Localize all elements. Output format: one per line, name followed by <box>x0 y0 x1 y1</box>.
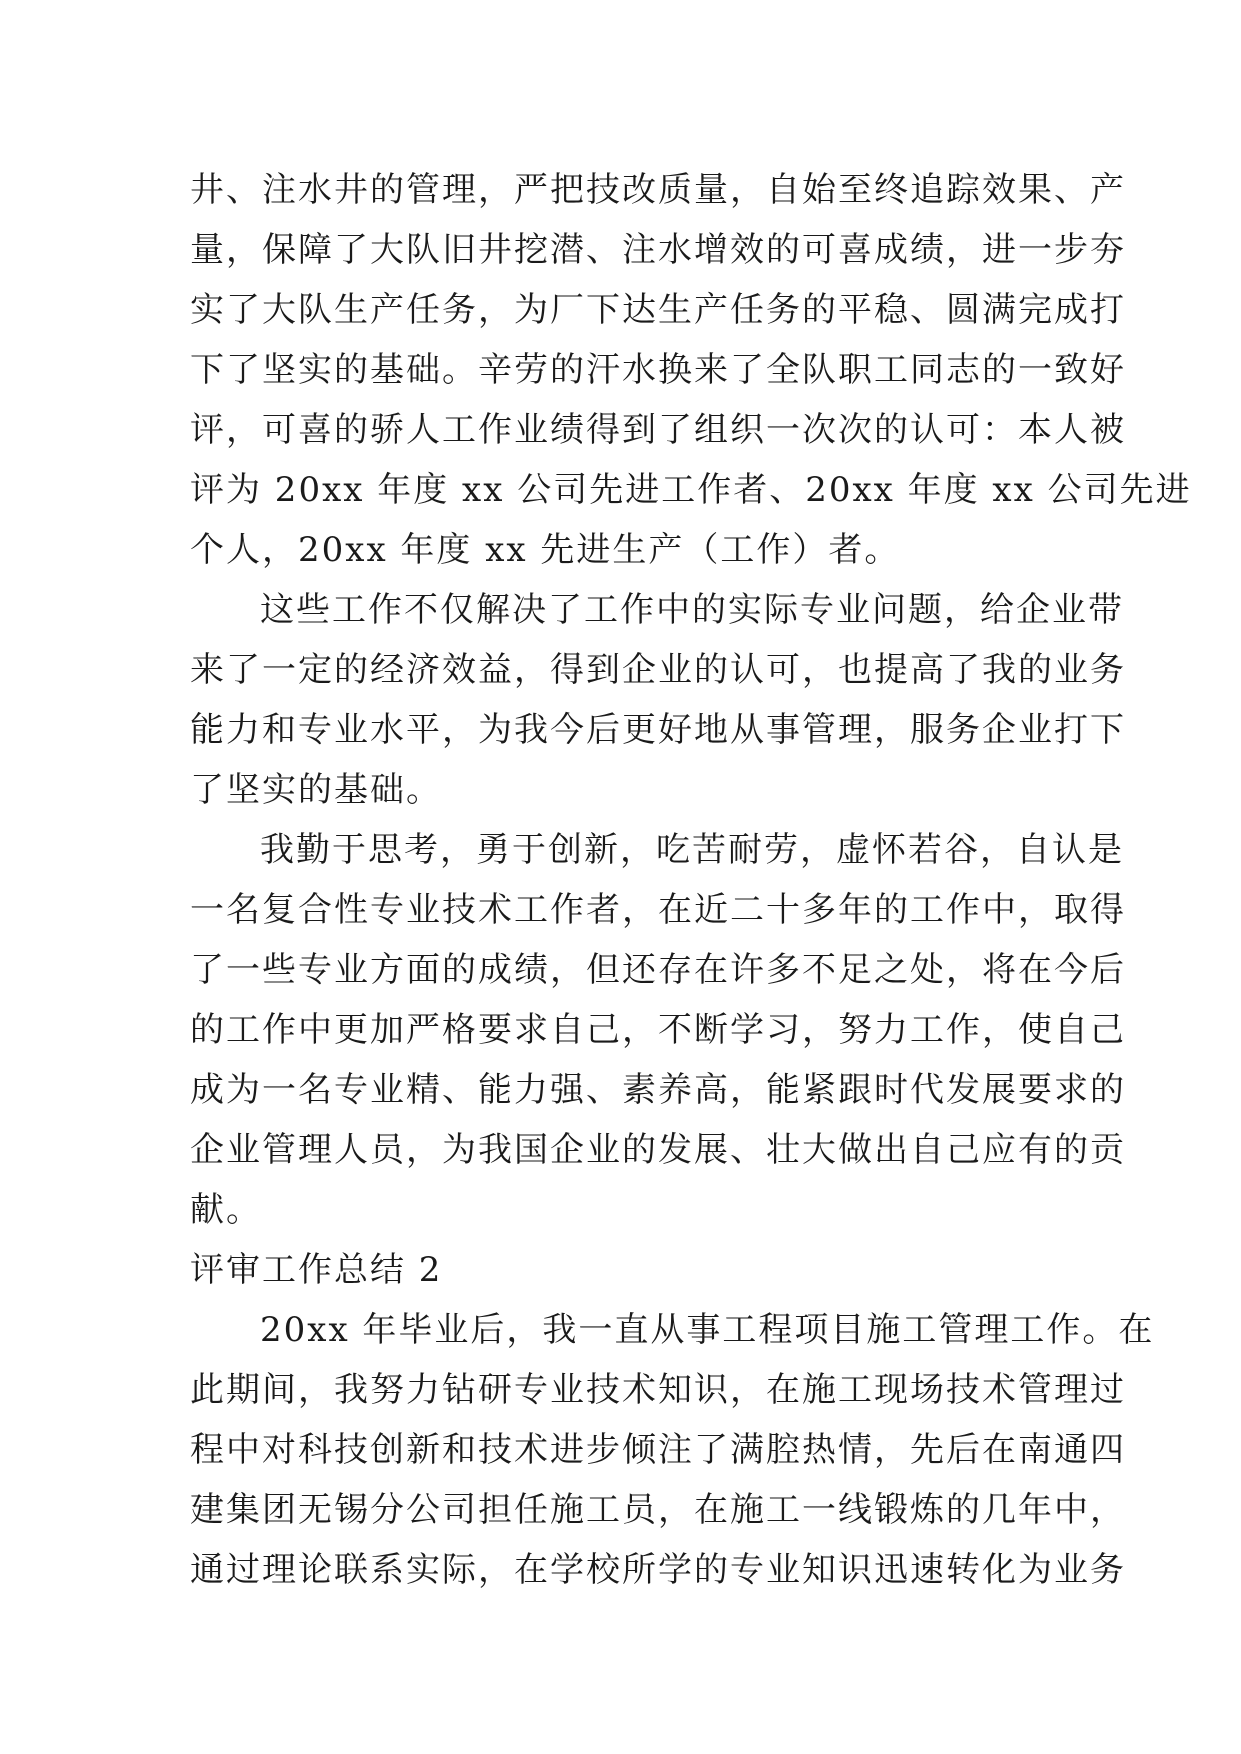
text-line: 献。 <box>190 1190 262 1230</box>
text-line: 下了坚实的基础。辛劳的汗水换来了全队职工同志的一致好 <box>190 350 1126 390</box>
section-heading: 评审工作总结 2 <box>190 1250 443 1290</box>
text-line: 来了一定的经济效益，得到企业的认可，也提高了我的业务 <box>190 650 1126 690</box>
text-line: 我勤于思考，勇于创新，吃苦耐劳，虚怀若谷，自认是 <box>260 830 1124 870</box>
text-line: 通过理论联系实际，在学校所学的专业知识迅速转化为业务 <box>190 1550 1126 1590</box>
text-line: 实了大队生产任务，为厂下达生产任务的平稳、圆满完成打 <box>190 290 1126 330</box>
document-body <box>190 160 1192 1600</box>
text-line: 井、注水井的管理，严把技改质量，自始至终追踪效果、产 <box>190 170 1126 210</box>
text-line: 程中对科技创新和技术进步倾注了满腔热情，先后在南通四 <box>190 1430 1126 1470</box>
paragraph-benefits <box>190 580 1126 820</box>
text-line: 的工作中更加严格要求自己，不断学习，努力工作，使自己 <box>190 1010 1126 1050</box>
paragraph-career <box>190 1300 1155 1600</box>
text-line: 一名复合性专业技术工作者，在近二十多年的工作中，取得 <box>190 890 1126 930</box>
text-line: 评为 20xx 年度 xx 公司先进工作者、20xx 年度 xx 公司先进 <box>190 470 1192 510</box>
text-line: 企业管理人员，为我国企业的发展、壮大做出自己应有的贡 <box>190 1130 1126 1170</box>
text-line: 评，可喜的骄人工作业绩得到了组织一次次的认可：本人被 <box>190 410 1126 450</box>
text-line: 此期间，我努力钻研专业技术知识，在施工现场技术管理过 <box>190 1370 1126 1410</box>
text-line: 20xx 年毕业后，我一直从事工程项目施工管理工作。在 <box>260 1310 1155 1350</box>
paragraph-achievements <box>190 160 1192 580</box>
text-line: 能力和专业水平，为我今后更好地从事管理，服务企业打下 <box>190 710 1126 750</box>
paragraph-self-assessment <box>190 820 1126 1240</box>
text-line: 建集团无锡分公司担任施工员，在施工一线锻炼的几年中， <box>190 1490 1126 1530</box>
text-line: 成为一名专业精、能力强、素养高，能紧跟时代发展要求的 <box>190 1070 1126 1110</box>
text-line: 个人，20xx 年度 xx 先进生产（工作）者。 <box>190 530 901 570</box>
text-line: 量，保障了大队旧井挖潜、注水增效的可喜成绩，进一步夯 <box>190 230 1126 270</box>
text-line: 这些工作不仅解决了工作中的实际专业问题，给企业带 <box>260 590 1124 630</box>
text-line: 了坚实的基础。 <box>190 770 442 810</box>
text-line: 了一些专业方面的成绩，但还存在许多不足之处，将在今后 <box>190 950 1126 990</box>
